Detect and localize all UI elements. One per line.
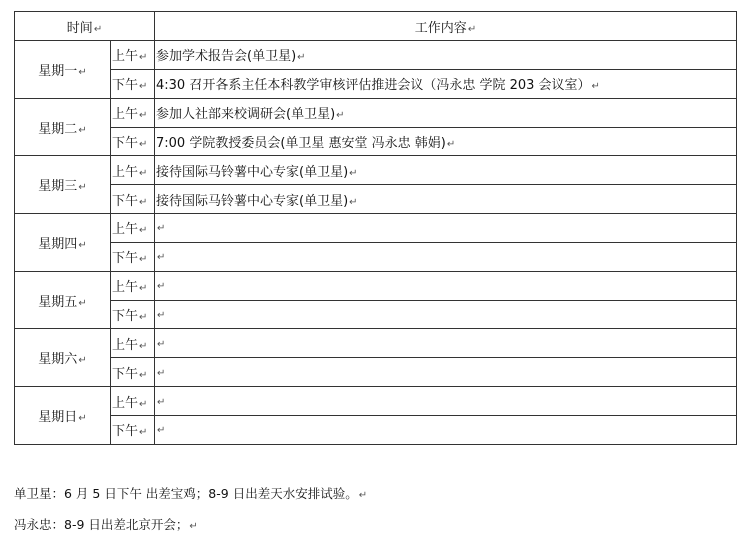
note-text: 单卫星：6 月 5 日下午 出差宝鸡；8-9 日出差天水安排试验。	[14, 486, 358, 501]
paragraph-mark-icon: ↵	[591, 81, 600, 93]
paragraph-mark-icon: ↵	[189, 521, 198, 532]
paragraph-mark-icon: ↵	[139, 312, 148, 324]
half-day-cell	[111, 415, 155, 444]
content-cell[interactable]	[155, 98, 737, 127]
content-cell[interactable]	[155, 271, 737, 300]
header-time	[15, 12, 155, 41]
paragraph-mark-icon: ↵	[336, 110, 345, 122]
paragraph-mark-icon: ↵	[78, 297, 87, 309]
paragraph-mark-icon: ↵	[157, 396, 166, 408]
paragraph-mark-icon: ↵	[157, 338, 166, 350]
day-row-am	[15, 156, 737, 185]
content-cell[interactable]	[155, 242, 737, 271]
paragraph-mark-icon: ↵	[349, 196, 358, 208]
half-day-label: 下午	[112, 78, 139, 94]
half-day-label: 上午	[112, 164, 139, 180]
paragraph-mark-icon: ↵	[139, 427, 148, 439]
paragraph-mark-icon: ↵	[93, 23, 103, 35]
paragraph-mark-icon: ↵	[139, 110, 148, 122]
note-line	[14, 515, 198, 533]
paragraph-mark-icon: ↵	[139, 52, 148, 64]
day-row-pm	[15, 69, 737, 98]
paragraph-mark-icon: ↵	[297, 52, 306, 64]
content-text: 4:30 召开各系主任本科教学审核评估推进会议（冯永忠 学院 203 会议室）	[156, 78, 591, 94]
table-header-row	[15, 12, 737, 41]
day-row-am	[15, 387, 737, 416]
paragraph-mark-icon: ↵	[157, 425, 166, 437]
half-day-cell	[111, 69, 155, 98]
half-day-cell	[111, 300, 155, 329]
half-day-label: 上午	[112, 337, 139, 353]
paragraph-mark-icon: ↵	[358, 490, 368, 501]
day-cell	[15, 387, 111, 445]
half-day-label: 下午	[112, 424, 139, 440]
day-label: 星期日	[38, 410, 78, 426]
content-text: 参加学术报告会(单卫星)	[156, 49, 297, 65]
half-day-label: 下午	[112, 193, 139, 209]
paragraph-mark-icon: ↵	[349, 167, 358, 179]
content-cell[interactable]	[155, 214, 737, 243]
half-day-cell	[111, 214, 155, 243]
paragraph-mark-icon: ↵	[139, 254, 148, 266]
header-content	[155, 12, 737, 41]
day-row-pm	[15, 185, 737, 214]
day-label: 星期六	[38, 352, 78, 368]
day-cell	[15, 271, 111, 329]
paragraph-mark-icon: ↵	[139, 340, 148, 352]
paragraph-mark-icon: ↵	[139, 398, 148, 410]
content-cell[interactable]	[155, 329, 737, 358]
day-label: 星期一	[38, 63, 78, 79]
half-day-cell	[111, 271, 155, 300]
day-row-pm	[15, 127, 737, 156]
paragraph-mark-icon: ↵	[139, 283, 148, 295]
day-cell	[15, 214, 111, 272]
paragraph-mark-icon: ↵	[78, 182, 87, 194]
day-cell	[15, 329, 111, 387]
half-day-cell	[111, 127, 155, 156]
paragraph-mark-icon: ↵	[139, 225, 148, 237]
paragraph-mark-icon: ↵	[78, 239, 87, 251]
content-cell[interactable]	[155, 300, 737, 329]
header-time-label: 时间	[66, 20, 93, 36]
paragraph-mark-icon: ↵	[157, 367, 166, 379]
content-cell[interactable]	[155, 41, 737, 70]
content-cell[interactable]	[155, 69, 737, 98]
half-day-label: 下午	[112, 309, 139, 325]
paragraph-mark-icon: ↵	[139, 167, 148, 179]
day-row-pm	[15, 300, 737, 329]
paragraph-mark-icon: ↵	[78, 66, 87, 78]
header-content-label: 工作内容	[414, 20, 467, 36]
paragraph-mark-icon: ↵	[139, 138, 148, 150]
paragraph-mark-icon: ↵	[157, 223, 166, 235]
day-cell	[15, 98, 111, 156]
half-day-cell	[111, 242, 155, 271]
half-day-label: 上午	[112, 49, 139, 65]
content-cell[interactable]	[155, 185, 737, 214]
content-cell[interactable]	[155, 358, 737, 387]
paragraph-mark-icon: ↵	[467, 23, 477, 35]
paragraph-mark-icon: ↵	[157, 252, 166, 264]
half-day-cell	[111, 98, 155, 127]
content-cell[interactable]	[155, 156, 737, 185]
paragraph-mark-icon: ↵	[157, 310, 166, 322]
day-row-am	[15, 271, 737, 300]
day-row-pm	[15, 358, 737, 387]
content-cell[interactable]	[155, 127, 737, 156]
day-row-am	[15, 41, 737, 70]
half-day-cell	[111, 387, 155, 416]
paragraph-mark-icon: ↵	[446, 138, 456, 150]
paragraph-mark-icon: ↵	[139, 196, 148, 208]
content-text: 接待国际马铃薯中心专家(单卫星)	[156, 164, 349, 180]
day-label: 星期三	[38, 179, 78, 195]
day-row-am	[15, 214, 737, 243]
paragraph-mark-icon: ↵	[139, 369, 148, 381]
day-cell	[15, 41, 111, 99]
day-label: 星期五	[38, 294, 78, 310]
paragraph-mark-icon: ↵	[78, 124, 87, 136]
half-day-cell	[111, 41, 155, 70]
content-cell[interactable]	[155, 387, 737, 416]
content-text: 7:00 学院教授委员会(单卫星 惠安堂 冯永忠 韩娟)	[156, 135, 446, 151]
content-text: 参加人社部来校调研会(单卫星)	[156, 107, 336, 123]
day-row-am	[15, 98, 737, 127]
half-day-cell	[111, 358, 155, 387]
paragraph-mark-icon: ↵	[139, 81, 148, 93]
day-cell	[15, 156, 111, 214]
half-day-cell	[111, 329, 155, 358]
half-day-cell	[111, 185, 155, 214]
content-text: 接待国际马铃薯中心专家(单卫星)	[156, 193, 349, 209]
content-cell[interactable]	[155, 415, 737, 444]
half-day-label: 下午	[112, 366, 139, 382]
day-row-am	[15, 329, 737, 358]
day-label: 星期四	[38, 236, 78, 252]
note-line	[14, 484, 367, 502]
day-label: 星期二	[38, 121, 78, 137]
half-day-label: 上午	[112, 395, 139, 411]
half-day-label: 下午	[112, 251, 139, 267]
day-row-pm	[15, 415, 737, 444]
note-text: 冯永忠：8-9 日出差北京开会；	[14, 517, 189, 532]
schedule-body	[15, 41, 737, 445]
half-day-cell	[111, 156, 155, 185]
schedule-table	[14, 11, 737, 445]
half-day-label: 上午	[112, 222, 139, 238]
half-day-label: 下午	[112, 135, 139, 151]
paragraph-mark-icon: ↵	[78, 355, 87, 367]
half-day-label: 上午	[112, 107, 139, 123]
half-day-label: 上午	[112, 280, 139, 296]
paragraph-mark-icon: ↵	[78, 413, 87, 425]
paragraph-mark-icon: ↵	[157, 281, 166, 293]
day-row-pm	[15, 242, 737, 271]
